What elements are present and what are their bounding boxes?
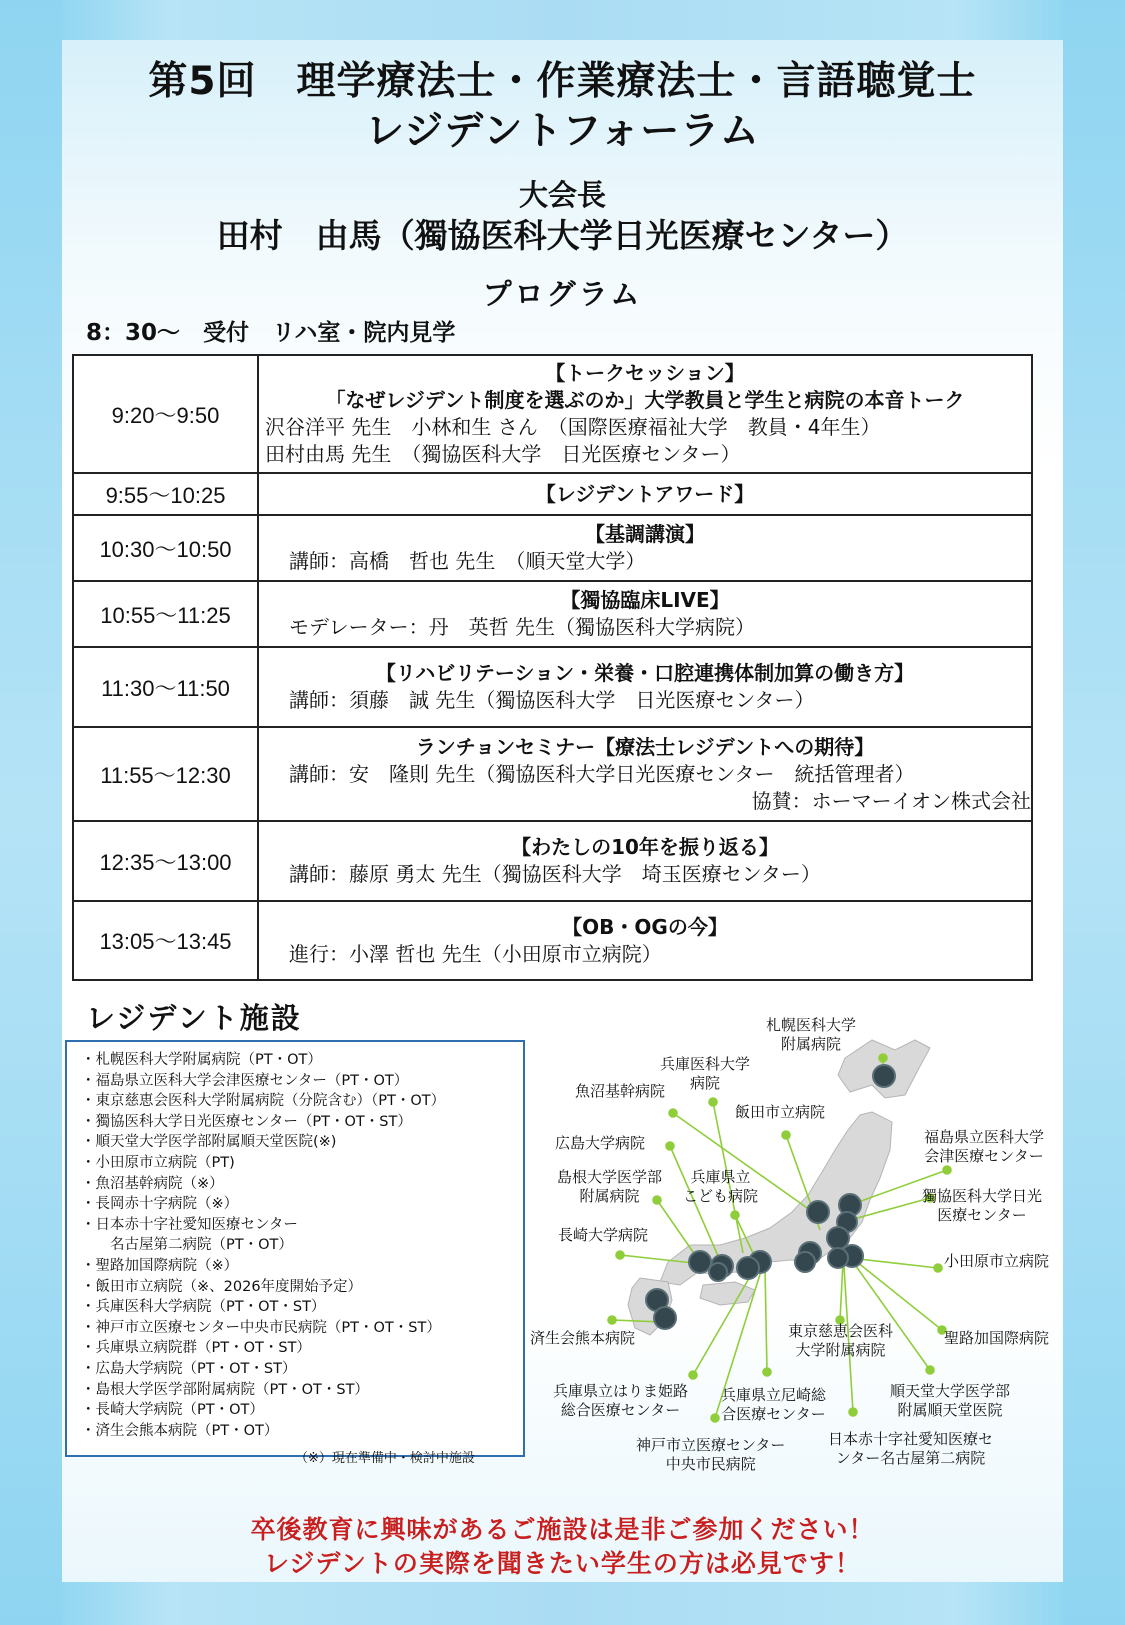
list-item: ・飯田市立病院（※、2026年度開始予定） bbox=[81, 1278, 363, 1295]
session-time: 11:30～11:50 bbox=[73, 647, 258, 727]
session-time: 10:55～11:25 bbox=[73, 581, 258, 647]
marker-tokyo-a bbox=[827, 1227, 849, 1249]
list-item: ・小田原市立病院（PT) bbox=[81, 1154, 235, 1171]
call-to-action-line2: レジデントの実際を聞きたい学生の方は必見です！ bbox=[264, 1549, 861, 1578]
president-name: 田村 由馬（獨協医科大学日光医療センター） bbox=[216, 216, 909, 255]
map-label-st-lukes: 聖路加国際病院 bbox=[944, 1329, 1050, 1347]
session-time: 12:35～13:00 bbox=[73, 821, 258, 901]
session-line: 沢谷洋平 先生 小林和生 さん （国際医療福祉大学 教員・4年生） bbox=[265, 415, 881, 439]
call-to-action-line1: 卒後教育に興味があるご施設は是非ご参加ください！ bbox=[250, 1515, 875, 1544]
list-item: ・長岡赤十字病院（※） bbox=[81, 1196, 239, 1213]
session-time: 10:30～10:50 bbox=[73, 515, 258, 581]
map-label-odawara: 小田原市立病院 bbox=[944, 1252, 1050, 1270]
session-line: 講師：安 隆則 先生（獨協医科大学日光医療センター 統括管理者） bbox=[289, 761, 915, 786]
map-label-uonuma: 魚沼基幹病院 bbox=[575, 1082, 666, 1100]
list-item: ・兵庫県立病院群（PT・OT・ST） bbox=[81, 1340, 311, 1357]
list-item: ・獨協医科大学日光医療センター（PT・OT・ST） bbox=[81, 1113, 412, 1130]
list-item: ・聖路加国際病院（※） bbox=[81, 1257, 239, 1274]
marker-shimane bbox=[689, 1251, 711, 1273]
reception-line: 8：30～ 受付 リハ室・院内見学 bbox=[86, 320, 456, 346]
map-label-jikei: 東京慈恵会医科 大学附属病院 bbox=[788, 1322, 894, 1359]
list-item: ・島根大学医学部附属病院（PT・OT・ST） bbox=[81, 1381, 369, 1398]
session-line: 講師：須藤 誠 先生（獨協医科大学 日光医療センター） bbox=[289, 688, 815, 712]
map-label-amagasaki: 兵庫県立尼崎総 合医療センター bbox=[721, 1386, 827, 1423]
session-line: 田村由馬 先生 （獨協医科大学 日光医療センター） bbox=[265, 442, 741, 466]
marker-kumamoto bbox=[654, 1307, 676, 1329]
list-item: ・長崎大学病院（PT・OT） bbox=[81, 1402, 264, 1419]
session-title: 【リハビリテーション・栄養・口腔連携体制加算の働き方】 bbox=[375, 661, 915, 685]
facilities-heading: レジデント施設 bbox=[86, 1001, 302, 1035]
map-label-nagoya-daini: 日本赤十字社愛知医療セ ンター名古屋第二病院 bbox=[828, 1430, 994, 1467]
list-item: ・順天堂大学医学部附属順天堂医院(※) bbox=[81, 1134, 337, 1151]
session-title: 【トークセッション】 bbox=[545, 361, 745, 385]
map-label-kumamoto: 済生会熊本病院 bbox=[530, 1329, 636, 1347]
marker-hyogo-b bbox=[737, 1257, 759, 1279]
session-title: 【基調講演】 bbox=[585, 522, 705, 546]
session-title: 【レジデントアワード】 bbox=[535, 481, 755, 506]
list-item: ・札幌医科大学附属病院（PT・OT） bbox=[81, 1052, 322, 1068]
map-label-hiroshima: 広島大学病院 bbox=[555, 1134, 646, 1152]
session-title: 【獨協臨床LIVE】 bbox=[560, 588, 730, 612]
map-label-kobe-city: 神戸市立医療センター 中央市民病院 bbox=[636, 1436, 786, 1473]
map-label-juntendo: 順天堂大学医学部 附属順天堂医院 bbox=[890, 1382, 1011, 1419]
session-line: 講師：高橋 哲也 先生 （順天堂大学） bbox=[289, 549, 646, 573]
marker-uonuma bbox=[807, 1201, 829, 1223]
map-label-harima: 兵庫県立はりま姫路 総合医療センター bbox=[553, 1382, 689, 1419]
list-item: ・兵庫医科大学病院（PT・OT・ST） bbox=[81, 1299, 326, 1316]
map-label-iida: 飯田市立病院 bbox=[735, 1103, 826, 1121]
session-title: ランチョンセミナー【療法士レジデントへの期待】 bbox=[415, 734, 875, 759]
marker-odawara bbox=[828, 1248, 848, 1268]
list-item: ・日本赤十字社愛知医療センター bbox=[81, 1216, 298, 1233]
map-label-fukushima: 福島県立医科大学 会津医療センター bbox=[924, 1128, 1045, 1165]
session-line: 「なぜレジデント制度を選ぶのか」大学教員と学生と病院の本音トーク bbox=[325, 388, 965, 412]
list-item: ・福島県立医科大学会津医療センター（PT・OT） bbox=[81, 1072, 409, 1089]
list-item: ・神戸市立医療センター中央市民病院（PT・OT・ST） bbox=[81, 1319, 441, 1336]
map-label-nagasaki: 長崎大学病院 bbox=[558, 1226, 649, 1244]
list-item: ・東京慈恵会医科大学附属病院（分院含む）（PT・OT） bbox=[81, 1093, 446, 1110]
session-line: 進行：小澤 哲也 先生（小田原市立病院） bbox=[289, 941, 662, 966]
session-line: 講師：藤原 勇太 先生（獨協医科大学 埼玉医療センター） bbox=[289, 862, 821, 886]
page-title-line1: 第5回 理学療法士・作業療法士・言語聴覚士 bbox=[148, 59, 977, 104]
session-title: 【わたしの10年を振り返る】 bbox=[511, 835, 779, 859]
map-label-shimane: 島根大学医学部 附属病院 bbox=[557, 1168, 663, 1205]
map-label-hyogo-kodomo: 兵庫県立 こども病院 bbox=[683, 1168, 759, 1205]
map-label-nikko: 獨協医科大学日光 医療センター bbox=[922, 1187, 1043, 1224]
map-label-sapporo: 札幌医科大学 附属病院 bbox=[766, 1016, 857, 1053]
president-label: 大会長 bbox=[518, 178, 606, 212]
session-title: 【OB・OGの今】 bbox=[562, 914, 728, 939]
session-time: 11:55～12:30 bbox=[73, 727, 258, 821]
map-label-hyogo-med: 兵庫医科大学 病院 bbox=[660, 1055, 751, 1092]
list-item: ・広島大学病院（PT・OT・ST） bbox=[81, 1360, 297, 1377]
session-time: 9:20～9:50 bbox=[73, 355, 258, 473]
marker-hiroshima bbox=[709, 1263, 727, 1281]
facilities-note: （※）現在準備中・検討中施設 bbox=[295, 1451, 475, 1466]
marker-sapporo bbox=[873, 1065, 895, 1087]
program-label: プログラム bbox=[482, 277, 643, 311]
page-title-line2: レジデントフォーラム bbox=[365, 109, 760, 154]
session-time: 9:55～10:25 bbox=[73, 473, 258, 515]
list-item: ・魚沼基幹病院（※） bbox=[81, 1175, 224, 1192]
session-time: 13:05～13:45 bbox=[73, 901, 258, 980]
session-line: モデレーター：丹 英哲 先生（獨協医科大学病院） bbox=[289, 615, 755, 639]
list-item: 名古屋第二病院（PT・OT） bbox=[81, 1237, 293, 1254]
marker-nagoya bbox=[795, 1252, 815, 1272]
shikoku-land bbox=[700, 1282, 755, 1305]
list-item: ・済生会熊本病院（PT・OT） bbox=[81, 1422, 279, 1439]
sponsor-line: 協賛：ホーマーイオン株式会社 bbox=[751, 788, 1031, 813]
